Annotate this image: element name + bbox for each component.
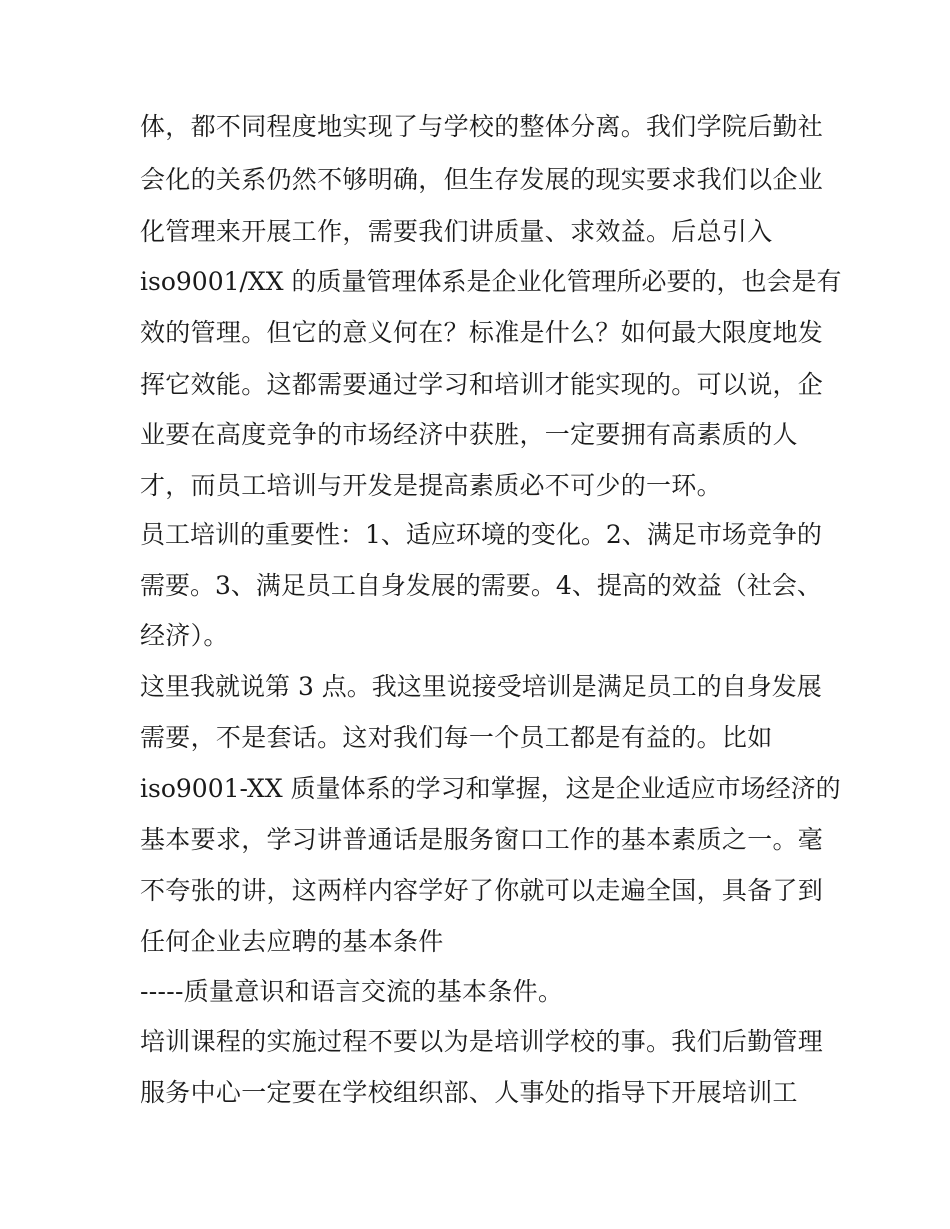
text-line: 挥它效能。这都需要通过学习和培训才能实现的。可以说，企 — [140, 370, 824, 399]
text-line: 培训课程的实施过程不要以为是培训学校的事。我们后勤管理 — [140, 1027, 824, 1056]
text-line: 会化的关系仍然不够明确，但生存发展的现实要求我们以企业 — [140, 165, 824, 194]
text-line: 才，而员工培训与开发是提高素质必不可少的一环。 — [140, 471, 722, 500]
text-line: -----质量意识和语言交流的基本条件。 — [140, 977, 564, 1006]
text-line: 经济）。 — [140, 621, 229, 650]
text-line: 这里我就说第 3 点。我这里说接受培训是满足员工的自身发展 — [140, 672, 822, 701]
text-line: 任何企业去应聘的基本条件 — [140, 927, 444, 956]
text-line: 效的管理。但它的意义何在？标准是什么？如何最大限度地发 — [140, 318, 824, 347]
text-line: iso9001/XX 的质量管理体系是企业化管理所必要的，也会是有 — [140, 267, 842, 296]
text-line: 需要。3、满足员工自身发展的需要。4、提高的效益（社会、 — [140, 571, 822, 600]
text-line: 员工培训的重要性：1、适应环境的变化。2、满足市场竞争的 — [140, 520, 822, 549]
text-line: 体，都不同程度地实现了与学校的整体分离。我们学院后勤社 — [140, 112, 824, 141]
text-line: 服务中心一定要在学校组织部、人事处的指导下开展培训工 — [140, 1078, 798, 1107]
text-line: 化管理来开展工作，需要我们讲质量、求效益。后总引入 — [140, 217, 773, 246]
text-line: iso9001-XX 质量体系的学习和掌握，这是企业适应市场经济的 — [140, 774, 841, 803]
text-line: 需要，不是套话。这对我们每一个员工都是有益的。比如 — [140, 723, 773, 752]
text-line: 不夸张的讲，这两样内容学好了你就可以走遍全国，具备了到 — [140, 876, 824, 905]
text-line: 业要在高度竞争的市场经济中获胜，一定要拥有高素质的人 — [140, 420, 798, 449]
text-line: 基本要求，学习讲普通话是服务窗口工作的基本素质之一。毫 — [140, 825, 824, 854]
